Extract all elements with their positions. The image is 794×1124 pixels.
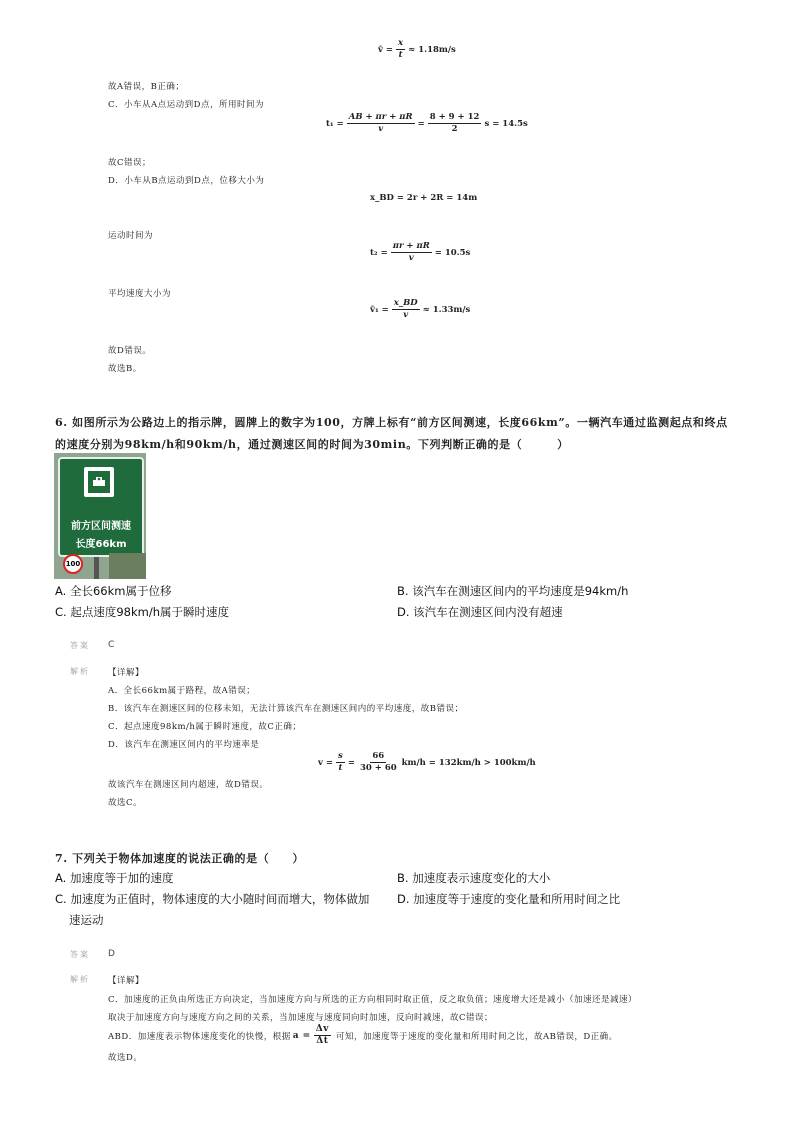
denominator: v <box>403 310 409 320</box>
sign-post <box>94 557 99 579</box>
question-6-stem-line2: 的速度分别为98km/h和90km/h，通过测速区间的时间为30min。下列判断正确的是（ ） <box>55 438 569 451</box>
eq-equals: = <box>417 118 425 129</box>
solution-line: 运动时间为 <box>108 231 154 241</box>
equation-xbd: x_BD = 2r + 2R = 14m <box>370 193 478 203</box>
analysis-line: C．起点速度98km/h属于瞬时速度，故C正确； <box>108 722 302 732</box>
answer-label: 答案 <box>70 950 90 959</box>
analysis-label: 解析 <box>70 975 90 984</box>
denominator: 2 <box>451 124 458 134</box>
denominator: v <box>408 253 414 263</box>
answer-value: C <box>108 640 115 650</box>
solution-line: C．小车从A点运动到D点，所用时间为 <box>108 100 264 110</box>
fraction <box>314 1024 331 1047</box>
eq-rhs: km/h = 132km/h > 100km/h <box>401 757 536 768</box>
acceleration-formula <box>293 1024 334 1047</box>
solution-line: D．小车从B点运动到D点，位移大小为 <box>108 176 265 186</box>
analysis-label: 解析 <box>70 667 90 676</box>
analysis-line: 故选C。 <box>108 798 143 808</box>
sign-text-line1: 前方区间测速 <box>71 521 131 532</box>
question-7-option-c: C. 加速度为正值时，物体速度的大小随时间而增大，物体做加 <box>55 892 370 906</box>
speed-camera-icon <box>84 467 114 497</box>
equation-average-speed <box>318 751 536 774</box>
analysis-line: 故选D。 <box>108 1053 143 1063</box>
eq-lhs: t₁ = <box>326 118 344 129</box>
question-6-option-b: B. 该汽车在测速区间内的平均速度是94km/h <box>397 584 629 598</box>
fraction <box>392 298 420 321</box>
answer-label: 答案 <box>70 641 90 650</box>
question-7-option-c-cont: 速运动 <box>69 913 104 927</box>
question-6-stem-line1: 6. 如图所示为公路边上的指示牌，圆牌上的数字为100，方牌上标有“前方区间测速，长度66km”。一辆汽车通过监测起点和终点 <box>55 416 728 429</box>
equation-t1 <box>326 112 528 135</box>
denominator: t <box>398 50 403 60</box>
fraction <box>396 38 405 61</box>
equation-average-velocity <box>378 38 456 61</box>
analysis-line-with-formula <box>108 1024 618 1047</box>
equation-v1 <box>370 298 470 321</box>
detail-heading: 【详解】 <box>108 976 145 986</box>
analysis-line: 故该汽车在测速区间内超速，故D错误。 <box>108 780 269 790</box>
solution-line: 平均速度大小为 <box>108 289 172 299</box>
analysis-text: ABD．加速度表示物体速度变化的快慢，根据 <box>108 1031 291 1042</box>
denominator: t <box>338 763 343 773</box>
denominator: v <box>378 124 384 134</box>
numerator: Δv <box>315 1024 329 1034</box>
eq-lhs: a = <box>292 1030 311 1041</box>
analysis-line: C．加速度的正负由所选正方向决定，当加速度方向与所选的正方向相同时取正值，反之取负值；速度增大还是减小（加速还是减速） <box>108 995 638 1005</box>
analysis-line: D．该汽车在测速区间内的平均速率是 <box>108 740 260 750</box>
sign-board <box>58 457 144 557</box>
numerator: AB + πr + πR <box>348 112 413 122</box>
question-7-stem: 7. 下列关于物体加速度的说法正确的是（ ） <box>55 852 305 865</box>
equation-t2 <box>370 241 470 264</box>
fraction <box>336 751 345 774</box>
solution-line: 故选B。 <box>108 364 142 374</box>
eq-rhs: ≈ 1.33m/s <box>422 304 471 315</box>
numerator: 66 <box>372 751 385 761</box>
question-6-option-a: A. 全长66km属于位移 <box>55 584 172 598</box>
eq-equals: = <box>347 757 355 768</box>
denominator: Δt <box>316 1036 329 1046</box>
eq-rhs: = 10.5s <box>434 247 471 258</box>
fraction <box>428 112 482 135</box>
road-sign-image <box>54 453 146 579</box>
numerator: x <box>398 38 404 48</box>
solution-line: 故D错误。 <box>108 346 152 356</box>
eq-lhs: t₂ = <box>370 247 388 258</box>
numerator: x_BD <box>393 298 418 308</box>
eq-lhs: v̄₁ = <box>370 304 389 315</box>
eq-rhs: ≈ 1.18m/s <box>408 44 456 55</box>
question-6-option-d: D. 该汽车在测速区间内没有超速 <box>397 605 563 619</box>
fraction <box>347 112 415 135</box>
eq-lhs: v̄ = <box>378 44 394 55</box>
numerator: 8 + 9 + 12 <box>429 112 480 122</box>
question-7-option-b: B. 加速度表示速度变化的大小 <box>397 871 551 885</box>
analysis-line: B．该汽车在测速区间的位移未知，无法计算该汽车在测速区间内的平均速度，故B错误； <box>108 704 464 714</box>
analysis-line: A．全长66km属于路程，故A错误； <box>108 686 256 696</box>
analysis-line: 取决于加速度方向与速度方向之间的关系，当加速度与速度同向时加速，反向时减速，故C错误； <box>108 1013 494 1023</box>
denominator: 30 + 60 <box>359 763 397 773</box>
question-7-option-a: A. 加速度等于加的速度 <box>55 871 174 885</box>
sign-text-line2: 长度66km <box>75 539 127 550</box>
fraction <box>358 751 399 774</box>
numerator: πr + πR <box>392 241 430 251</box>
question-6-option-c: C. 起点速度98km/h属于瞬时速度 <box>55 605 229 619</box>
numerator: s <box>338 751 343 761</box>
solution-line: 故C错误； <box>108 158 152 168</box>
solution-line: 故A错误，B正确； <box>108 82 185 92</box>
analysis-text: 可知，加速度等于速度的变化量和所用时间之比，故AB错误，D正确。 <box>335 1031 618 1042</box>
answer-value: D <box>108 949 115 959</box>
eq-lhs: v = <box>318 757 334 768</box>
background-trees <box>109 553 146 579</box>
speed-limit-sign: 100 <box>63 554 83 574</box>
fraction <box>391 241 432 264</box>
detail-heading: 【详解】 <box>108 668 145 678</box>
question-7-option-d: D. 加速度等于速度的变化量和所用时间之比 <box>397 892 621 906</box>
eq-rhs: s = 14.5s <box>484 118 528 129</box>
